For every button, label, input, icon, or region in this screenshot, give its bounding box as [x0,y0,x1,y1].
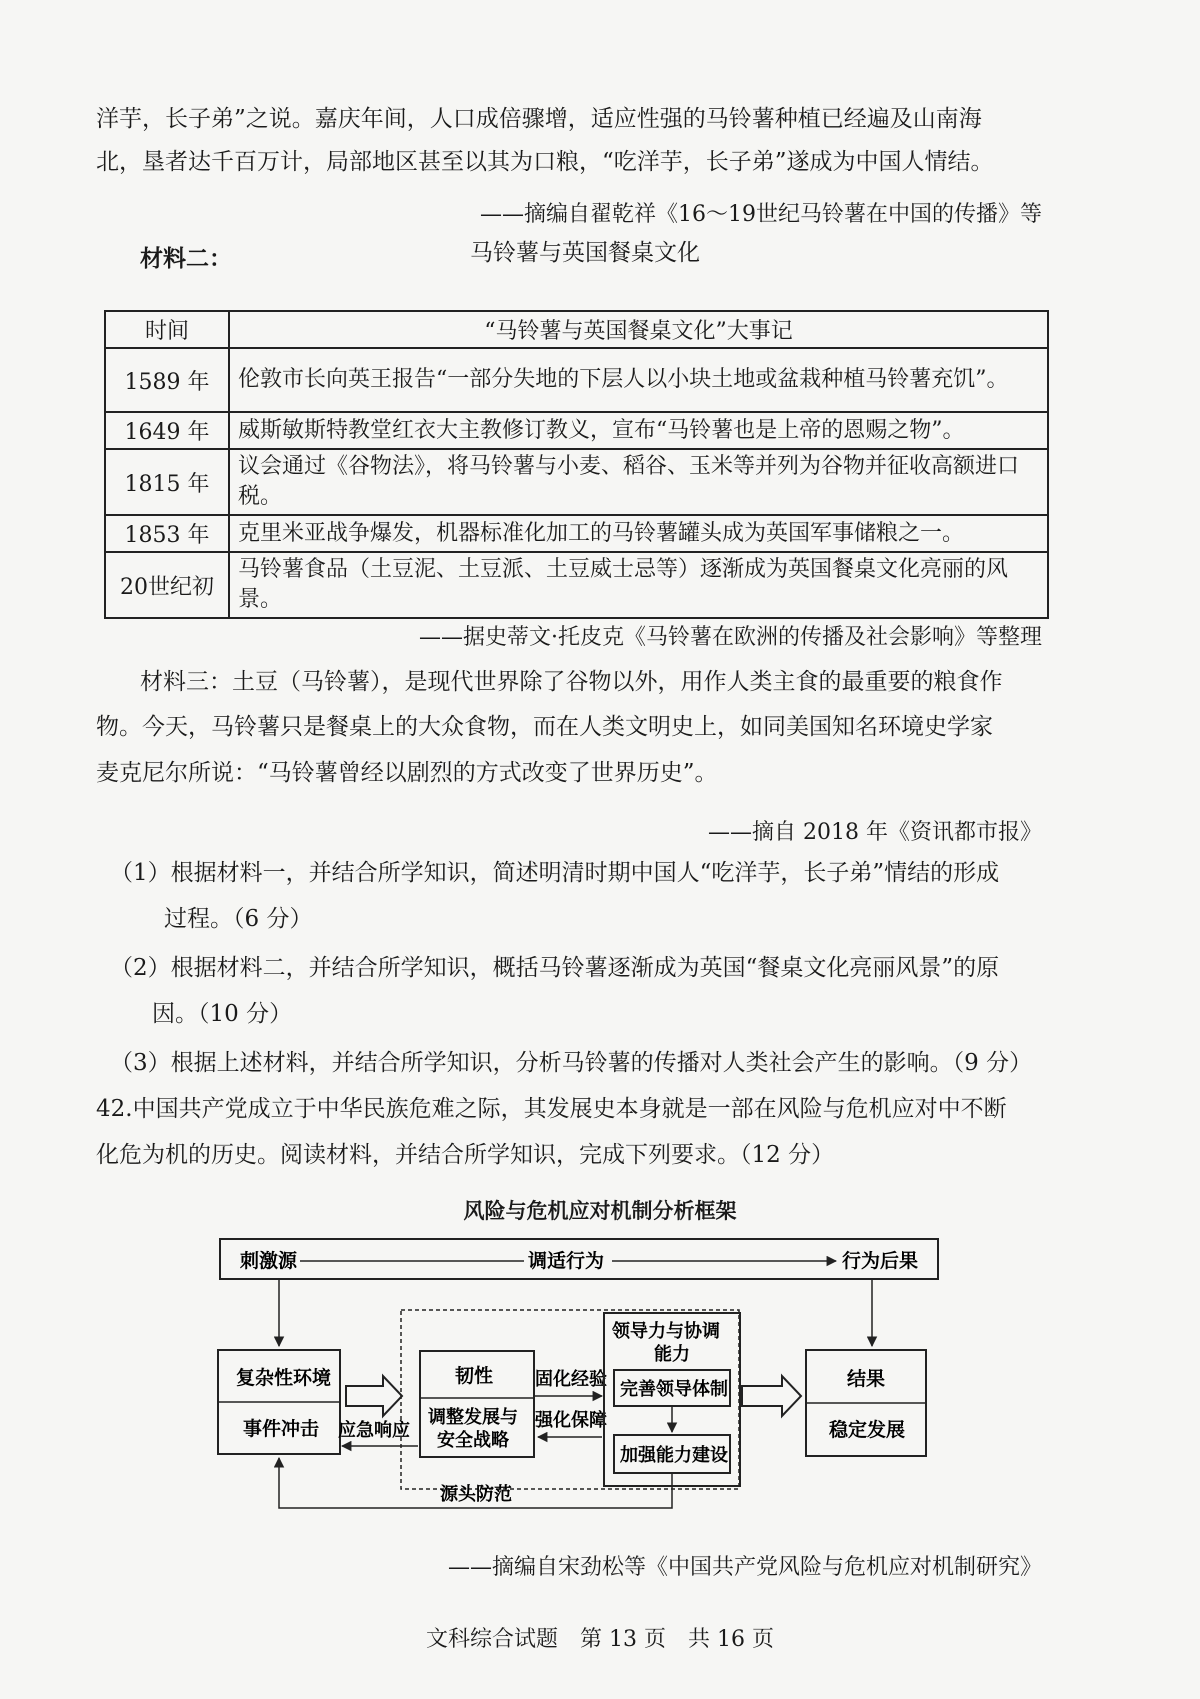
row-event: 克里米亚战争爆发，机器标准化加工的马铃薯罐头成为英国军事储粮之一。 [229,515,1048,552]
solidify-label: 固化经验 [535,1369,607,1390]
row-event: 威斯敏斯特教堂红衣大主教修订教义，宣布“马铃薯也是上帝的恩赐之物”。 [229,412,1048,449]
material-one-line: 洋芋，长子弟”之说。嘉庆年间，人口成倍骤增，适应性强的马铃薯种植已经遍及山南海 [96,106,982,132]
row-time: 1649 年 [105,412,229,449]
row-time: 20世纪初 [105,552,229,618]
material-three-line: 材料三：土豆（马铃薯），是现代世界除了谷物以外，用作人类主食的最重要的粮食作 [140,669,1003,695]
row-event: 议会通过《谷物法》，将马铃薯与小麦、稻谷、玉米等并列为谷物并征收高额进口税。 [229,449,1048,515]
row-event: 马铃薯食品（土豆泥、土豆派、土豆威士忌等）逐渐成为英国餐桌文化亮丽的风景。 [229,552,1048,618]
material-one-line: 北，垦者达千百万计，局部地区甚至以其为口粮，“吃洋芋，长子弟”遂成为中国人情结。 [96,149,994,175]
row-time: 1815 年 [105,449,229,515]
question-42-cont: 化危为机的历史。阅读材料，并结合所学知识，完成下列要求。（12 分） [96,1142,835,1168]
diagram-title: 风险与危机应对机制分析框架 [463,1199,737,1223]
material-two-source: ——据史蒂文·托皮克《马铃薯在欧洲的传播及社会影响》等整理 [419,625,1042,650]
material-two-title: 马铃薯与英国餐桌文化 [470,240,700,266]
question-42: 42.中国共产党成立于中华民族危难之际，其发展史本身就是一部在风险与危机应对中不断 [96,1096,1007,1122]
material-one-source: ——摘编自翟乾祥《16～19世纪马铃薯在中国的传播》等 [480,202,1042,227]
header-time: 时间 [105,311,229,348]
material-two-label: 材料二： [140,245,232,272]
emergency-response-label: 应急响应 [338,1420,410,1441]
question-2-cont: 因。（10 分） [152,1001,293,1027]
adjust-strategy-label: 安全战略 [437,1430,509,1451]
material-three-line: 麦克尼尔所说：“马铃薯曾经以剧烈的方式改变了世界历史”。 [96,760,718,786]
complex-environment-label: 复杂性环境 [236,1367,332,1389]
prevention-label: 源头防范 [440,1484,512,1505]
page-footer: 文科综合试题 第 13 页 共 16 页 [426,1627,774,1652]
result-label: 结果 [847,1368,886,1390]
hollow-arrow [346,1376,402,1416]
capacity-label: 加强能力建设 [620,1445,728,1466]
leadership-label: 能力 [654,1344,690,1365]
stimulus-label: 刺激源 [240,1250,298,1272]
question-2: （2）根据材料二，并结合所学知识，概括马铃薯逐渐成为英国“餐桌文化亮丽风景”的原 [110,955,1000,981]
header-events: “马铃薯与英国餐桌文化”大事记 [229,311,1048,348]
hollow-arrow [742,1376,801,1416]
consequence-label: 行为后果 [842,1250,919,1272]
row-time: 1589 年 [105,348,229,412]
improve-system-label: 完善领导体制 [620,1379,728,1400]
material-three-source: ——摘自 2018 年《资讯都市报》 [708,820,1042,845]
question-3: （3）根据上述材料，并结合所学知识，分析马铃薯的传播对人类社会产生的影响。（9 分） [110,1050,1033,1076]
question-1-cont: 过程。（6 分） [164,906,313,932]
resilience-label: 韧性 [455,1365,494,1387]
question-1: （1）根据材料一，并结合所学知识，简述明清时期中国人“吃洋芋，长子弟”情结的形成 [110,860,1000,886]
stable-development-label: 稳定发展 [829,1419,906,1441]
material-three-line: 物。今天，马铃薯只是餐桌上的大众食物，而在人类文明史上，如同美国知名环境史学家 [96,714,993,740]
leadership-label: 领导力与协调 [612,1321,720,1342]
adaptive-label: 调适行为 [528,1250,605,1272]
adjust-strategy-label: 调整发展与 [428,1407,518,1428]
strengthen-label: 强化保障 [535,1410,607,1431]
event-impact-label: 事件冲击 [243,1418,320,1440]
row-time: 1853 年 [105,515,229,552]
row-event: 伦敦市长向英王报告“一部分失地的下层人以小块土地或盆栽种植马铃薯充饥”。 [229,348,1048,412]
diagram-source: ——摘编自宋劲松等《中国共产党风险与危机应对机制研究》 [447,1555,1042,1580]
